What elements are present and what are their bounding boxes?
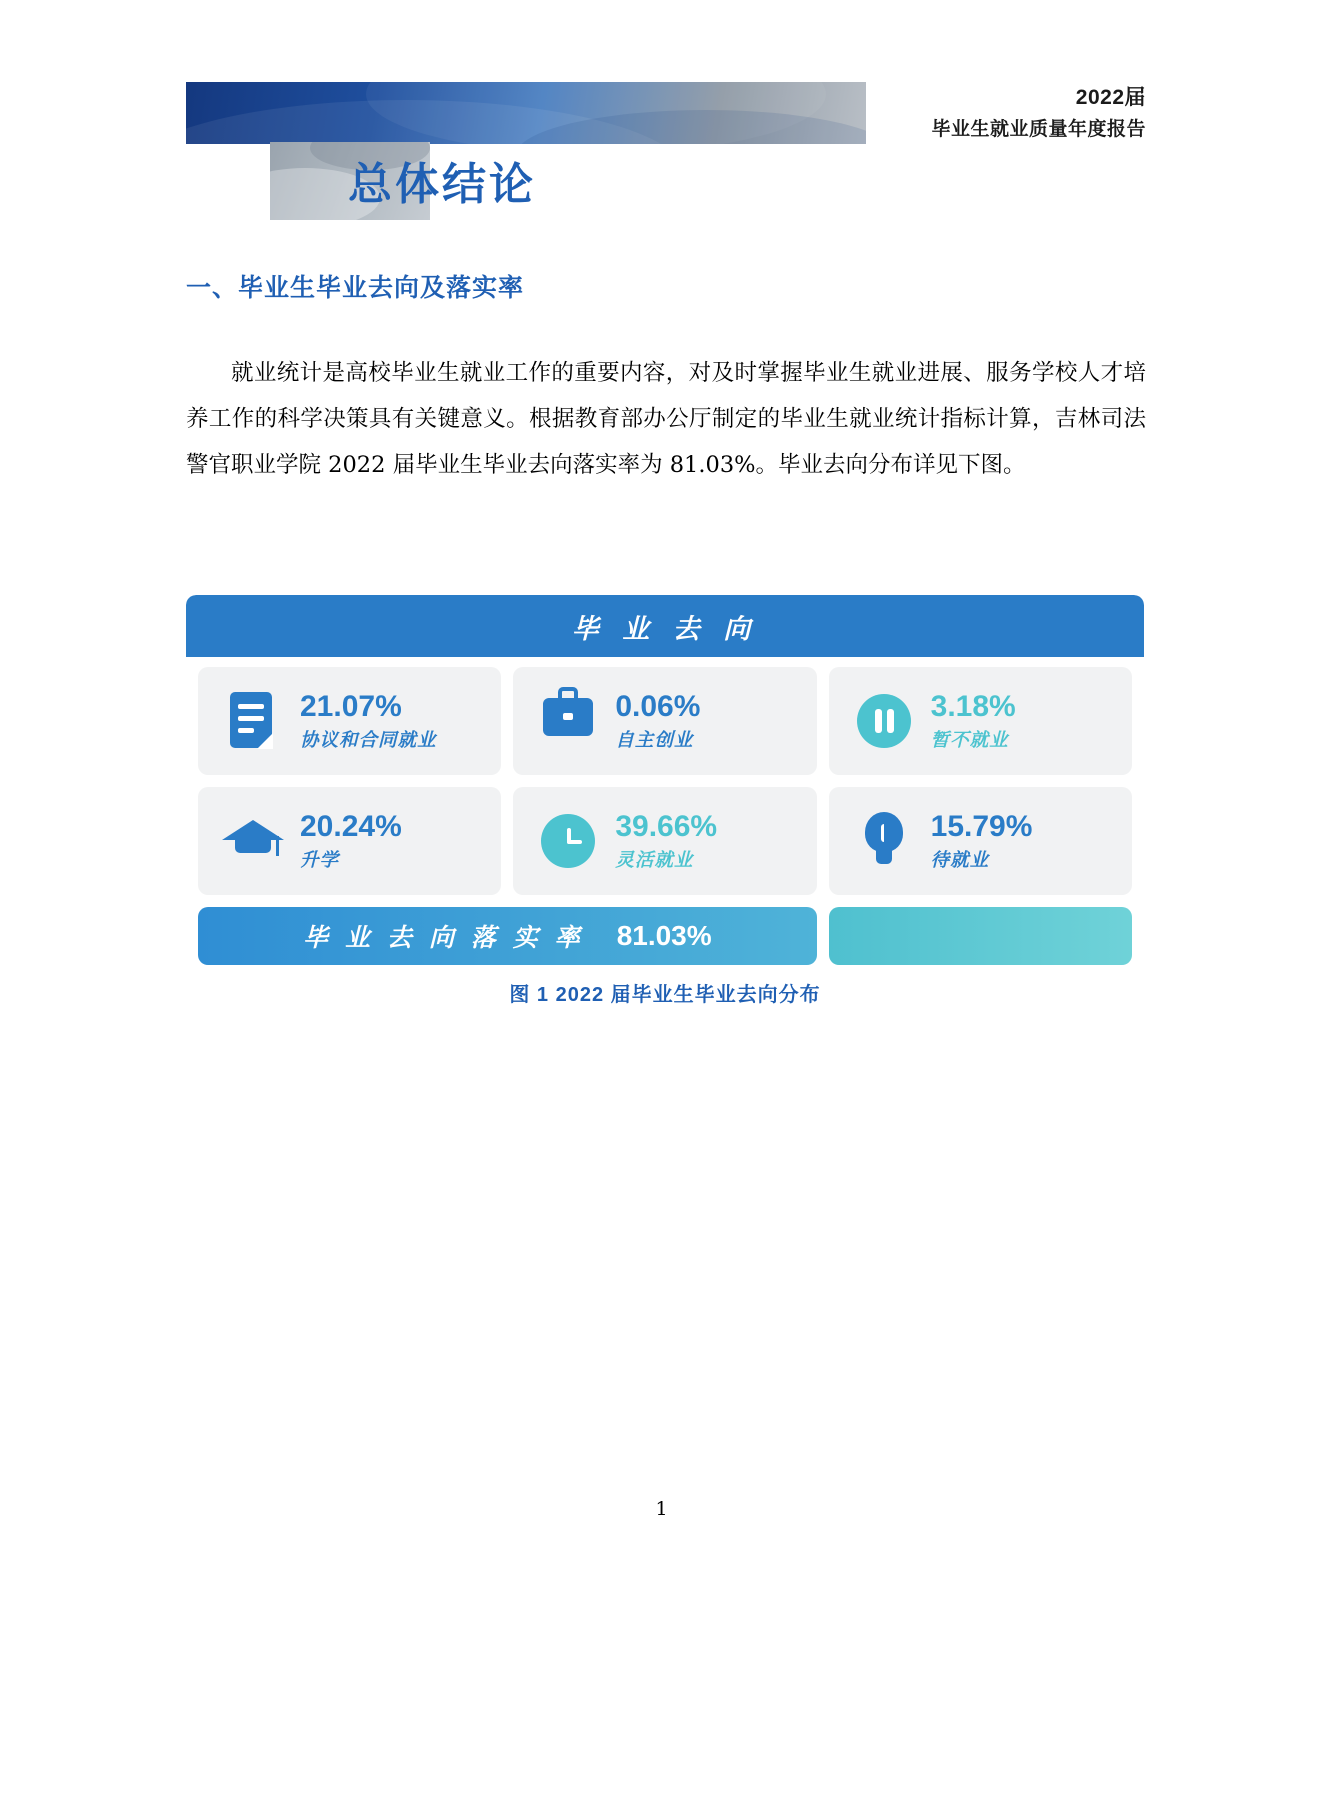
- employment-rate-bar: [198, 907, 817, 965]
- page-number: 1: [655, 1498, 668, 1520]
- clock-icon: [535, 808, 601, 874]
- decorative-teal-bar: [829, 907, 1132, 965]
- stat-tile-further-study: [198, 787, 501, 895]
- stat-label: 暂不就业: [930, 729, 1009, 751]
- stat-value: 21.07%: [300, 689, 402, 723]
- employment-rate-label: 毕 业 去 向 落 实 率: [303, 924, 585, 952]
- figure-caption: 图 1 2022 届毕业生毕业去向分布: [509, 984, 821, 1006]
- employment-rate-value: 81.03%: [616, 920, 712, 951]
- stat-value: 20.24%: [300, 809, 402, 843]
- section-heading: 一、毕业生毕业去向及落实率: [186, 274, 525, 302]
- document-icon: [220, 688, 286, 754]
- stat-value: 0.06%: [615, 689, 701, 723]
- header-decorative-band: [186, 82, 866, 144]
- pause-icon: [851, 688, 917, 754]
- header-report-title: 毕业生就业质量年度报告: [931, 118, 1146, 140]
- title-block: [270, 142, 670, 220]
- stat-tile-flexible-employment: [513, 787, 816, 895]
- briefcase-icon: [535, 688, 601, 754]
- stat-value: 39.66%: [615, 809, 718, 843]
- stat-tile-awaiting-employment: [829, 787, 1132, 895]
- stat-tile-self-employment: [513, 667, 816, 775]
- figure-body: [186, 657, 1144, 973]
- body-paragraph: 就业统计是高校毕业生就业工作的重要内容，对及时掌握毕业生就业进展、服务学校人才培养工作的科学决策具有关键意义。根据教育部办公厅制定的毕业生就业统计指标计算，吉林司法警官职业学院 2022 届毕业生毕业去向落实率为 81.03%。毕业去向分布详见下图。: [186, 360, 1146, 478]
- page-title: 总体结论: [348, 159, 536, 210]
- stat-tile-grid: [198, 667, 1132, 895]
- stat-label: 升学: [300, 849, 340, 871]
- header-text: [878, 82, 1146, 144]
- header-year: 2022届: [1075, 86, 1146, 109]
- graduation-cap-icon: [220, 808, 286, 874]
- page-header: [186, 82, 1146, 144]
- figure-header: 毕 业 去 向: [186, 595, 1144, 657]
- stat-tile-not-seeking-employment: [829, 667, 1132, 775]
- lightbulb-icon: [851, 808, 917, 874]
- stat-tile-contract-employment: [198, 667, 501, 775]
- stat-value: 3.18%: [930, 689, 1016, 723]
- graduation-destination-figure: [186, 595, 1144, 973]
- stat-label: 灵活就业: [615, 849, 694, 871]
- stat-label: 协议和合同就业: [300, 729, 437, 751]
- stat-value: 15.79%: [930, 809, 1033, 843]
- stat-label: 自主创业: [615, 729, 694, 751]
- summary-row: [198, 907, 1132, 965]
- stat-label: 待就业: [930, 849, 990, 871]
